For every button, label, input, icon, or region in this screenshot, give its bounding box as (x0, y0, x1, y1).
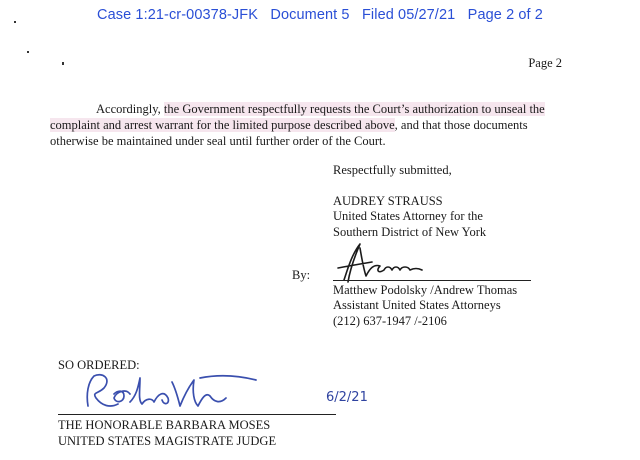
us-attorney-title: United States Attorney for the (333, 209, 483, 223)
scan-speck (14, 21, 16, 23)
closing-salutation: Respectfully submitted, (333, 163, 452, 177)
paragraph-tail: , and that those documents otherwise be maintained under seal until further order of the Court. (50, 118, 528, 148)
scan-speck (62, 62, 64, 65)
judge-name: THE HONORABLE BARBARA MOSES (58, 418, 271, 432)
filed-date: Filed 05/27/21 (361, 7, 456, 23)
case-number: Case 1:21-cr-00378-JFK (97, 7, 258, 23)
ecf-header (0, 7, 640, 23)
judge-signature (80, 368, 280, 416)
us-attorney-district: Southern District of New York (333, 225, 487, 239)
judge-signature-line (58, 414, 336, 415)
by-label: By: (292, 268, 311, 282)
so-ordered-label: SO ORDERED: (58, 358, 140, 372)
highlighted-request: the Government respectfully requests the Court’s authorization to unseal the complaint and arrest warrant for the limited purpose described above (50, 102, 545, 132)
us-attorney-name: AUDREY STRAUSS (333, 194, 443, 208)
attorney-signature-line (333, 280, 531, 281)
scan-speck (27, 51, 29, 53)
signers-phone: (212) 637-1947 /-2106 (333, 314, 447, 328)
signers-names: Matthew Podolsky /Andrew Thomas (333, 283, 518, 297)
order-date: 6/2/21 (326, 390, 368, 405)
judge-title: UNITED STATES MAGISTRATE JUDGE (58, 434, 277, 448)
body-paragraph (50, 101, 570, 149)
paragraph-lead: Accordingly, (96, 102, 164, 116)
page-count: Page 2 of 2 (467, 7, 543, 23)
document-number: Document 5 (270, 7, 350, 23)
page-label: Page 2 (528, 56, 562, 70)
signers-role: Assistant United States Attorneys (333, 298, 501, 312)
